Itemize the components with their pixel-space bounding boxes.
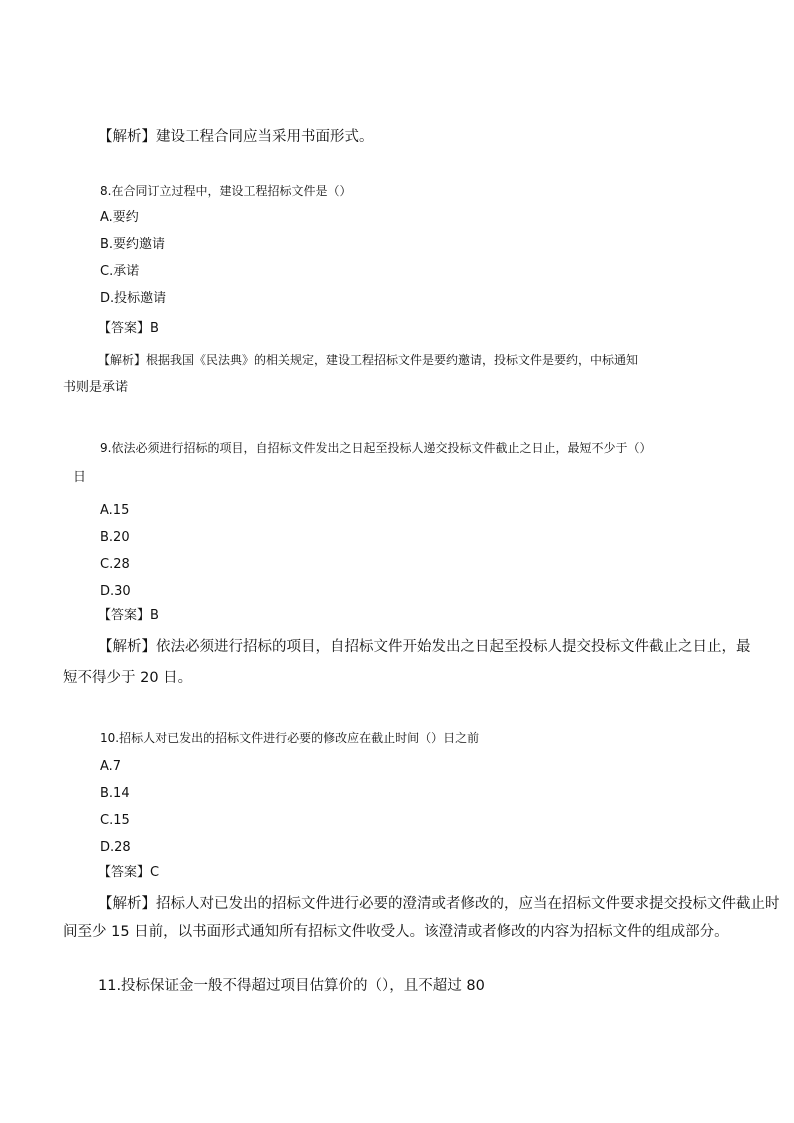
option-a: A.要约 (100, 210, 139, 225)
question-stem: 10.招标人对已发出的招标文件进行必要的修改应在截止时间（）日之前 (100, 731, 480, 745)
option-d: D.30 (100, 584, 131, 599)
question-stem-line-2: 日 (73, 470, 87, 485)
option-a: A.15 (100, 503, 130, 518)
question-stem: 11.投标保证金一般不得超过项目估算价的（），且不超过 80 (98, 978, 485, 994)
analysis-line-1: 【解析】根据我国《民法典》的相关规定，建设工程招标文件是要约邀请，投标文件是要约，中标通知 (98, 353, 639, 367)
option-b: B.14 (100, 786, 130, 801)
answer: 【答案】B (98, 321, 159, 336)
option-b: B.20 (100, 530, 130, 545)
analysis-line-2: 间至少 15 日前，以书面形式通知所有招标文件收受人。该澄清或者修改的内容为招标文件的组成部分。 (63, 924, 729, 940)
answer: 【答案】B (98, 608, 159, 623)
option-b: B.要约邀请 (100, 237, 166, 252)
analysis-line-1: 【解析】依法必须进行招标的项目，自招标文件开始发出之日起至投标人提交投标文件截止之日止，最 (98, 639, 751, 655)
option-c: C.15 (100, 813, 130, 828)
answer: 【答案】C (98, 865, 160, 880)
option-d: D.28 (100, 840, 131, 855)
question-stem: 8.在合同订立过程中，建设工程招标文件是（） (100, 184, 352, 198)
option-a: A.7 (100, 759, 122, 774)
analysis-line-2: 短不得少于 20 日。 (63, 670, 193, 686)
analysis-line-1: 【解析】招标人对已发出的招标文件进行必要的澄清或者修改的，应当在招标文件要求提交投标文件截止时 (98, 896, 780, 912)
option-d: D.投标邀请 (100, 291, 167, 306)
option-c: C.28 (100, 557, 130, 572)
prev-analysis: 【解析】建设工程合同应当采用书面形式。 (98, 129, 374, 145)
question-stem-line-1: 9.依法必须进行招标的项目，自招标文件发出之日起至投标人递交投标文件截止之日止，最短不少于（） (100, 441, 652, 455)
analysis-line-2: 书则是承诺 (63, 380, 129, 395)
option-c: C.承诺 (100, 264, 140, 279)
